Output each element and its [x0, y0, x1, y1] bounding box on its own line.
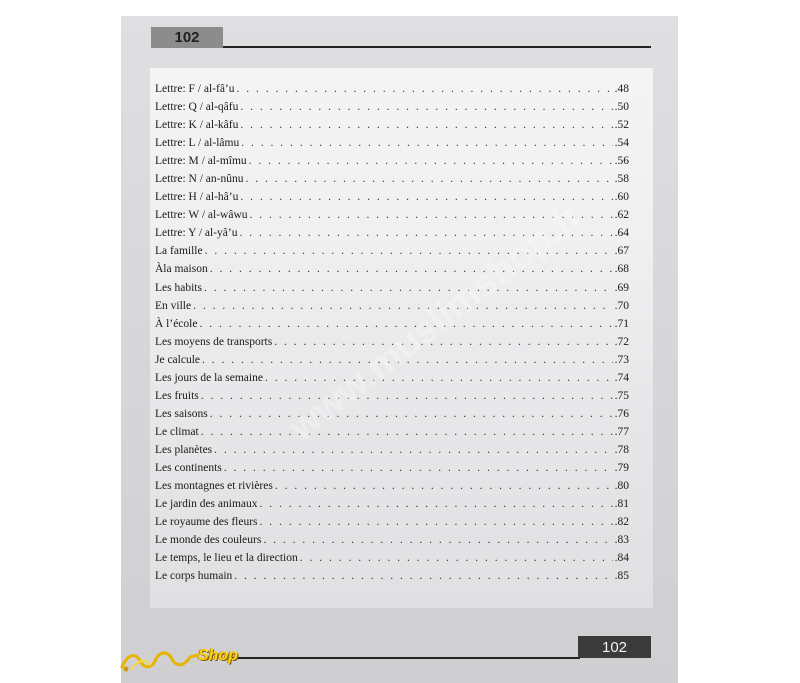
toc-entry-page: .69 [614, 281, 629, 294]
toc-entry-title: En ville [155, 299, 192, 312]
toc-entry-leader [250, 206, 613, 224]
toc-entry-page: .73 [614, 353, 629, 366]
toc-entry-leader [249, 152, 613, 170]
toc-entry [155, 333, 629, 351]
toc-entry-leader [202, 351, 613, 369]
bottom-page-number: 102 [578, 636, 651, 658]
toc-entry [155, 531, 629, 549]
toc-entry [155, 513, 629, 531]
toc-entry-title: Lettre: M / al-mîmu [155, 155, 247, 168]
toc-entry-leader [193, 297, 613, 315]
toc-entry-page: .80 [614, 480, 629, 493]
toc-entry [155, 567, 629, 585]
toc-entry-page: .64 [614, 227, 629, 240]
toc-entry-title: Le temps, le lieu et la direction [155, 552, 298, 565]
toc-entry-page: .78 [614, 443, 629, 456]
toc-entry-page: .58 [614, 173, 629, 186]
toc-entry [155, 170, 629, 188]
swirl-icon [118, 645, 202, 677]
toc-entry-leader [300, 549, 613, 567]
logo-text: Shop [198, 647, 238, 664]
toc-entry [155, 351, 629, 369]
toc-entry-title: Les fruits [155, 389, 199, 402]
toc-entry-leader [201, 423, 613, 441]
shop-logo [118, 645, 238, 677]
watermark-text: www.muslimshop.fr [281, 194, 591, 450]
toc-entry [155, 80, 629, 98]
toc-entry-title: Lettre: F / al-fâ’u [155, 83, 235, 95]
toc-entry-leader [260, 513, 613, 531]
toc-entry-title: Je calcule [155, 353, 201, 366]
toc-entry-leader [240, 116, 612, 134]
toc-entry [155, 116, 629, 134]
toc-entry-leader [239, 224, 612, 242]
toc-entry-page: .56 [614, 155, 629, 168]
toc-entry-title: À l’école [155, 317, 198, 330]
toc-entry-title: Lettre: N / an-nûnu [155, 173, 244, 186]
toc-entry-title: Le jardin des animaux [155, 498, 258, 511]
toc-entry [155, 224, 629, 242]
toc-entry [155, 549, 629, 567]
toc-entry-page: .70 [614, 299, 629, 312]
toc-entry-page: .52 [614, 119, 629, 132]
toc-entry-page: .83 [614, 534, 629, 547]
toc-entry-leader [260, 495, 613, 513]
toc-entry-title: Les saisons [155, 407, 208, 420]
toc-entry-page: .48 [614, 83, 629, 95]
toc-entry-page: .71 [614, 317, 629, 330]
toc-entry-title: Les habits [155, 281, 202, 294]
toc-entry-page: .60 [614, 191, 629, 204]
toc-entry-leader [263, 531, 612, 549]
toc-entry-leader [274, 333, 612, 351]
toc-entry-leader [265, 369, 613, 387]
toc-entry-leader [240, 188, 612, 206]
toc-entry-leader [224, 459, 613, 477]
toc-entry [155, 134, 629, 152]
toc-entry-leader [201, 387, 613, 405]
toc-entry-title: Le monde des couleurs [155, 534, 262, 547]
toc-entry-leader [204, 279, 613, 297]
toc-entry-leader [199, 315, 612, 333]
toc-entry-title: Lettre: L / al-lâmu [155, 137, 240, 150]
toc-entry [155, 98, 629, 116]
toc-entry [155, 441, 629, 459]
toc-entry-page: .74 [614, 371, 629, 384]
table-of-contents [155, 80, 629, 585]
toc-entry-page: .68 [614, 263, 629, 276]
top-rule-divider [223, 46, 651, 48]
toc-entry-page: .84 [614, 552, 629, 565]
toc-entry-leader [210, 260, 613, 278]
toc-entry [155, 206, 629, 224]
toc-entry-title: Lettre: Q / al-qâfu [155, 101, 239, 114]
toc-entry-title: Les montagnes et rivières [155, 480, 273, 493]
toc-entry-leader [275, 477, 613, 495]
toc-entry-leader [237, 80, 613, 98]
bottom-rule-divider [230, 657, 580, 659]
toc-entry [155, 387, 629, 405]
toc-entry-leader [241, 134, 612, 152]
toc-entry-page: .50 [614, 101, 629, 114]
toc-entry-leader [234, 567, 612, 585]
toc-entry-title: Lettre: Y / al-yâ’u [155, 227, 238, 240]
toc-entry-title: Lettre: W / al-wâwu [155, 209, 248, 222]
top-page-number: 102 [151, 27, 223, 48]
toc-entry-title: Les jours de la semaine [155, 371, 263, 384]
toc-entry [155, 260, 629, 278]
toc-entry-page: .67 [614, 245, 629, 258]
toc-entry [155, 423, 629, 441]
toc-entry-title: Àla maison [155, 263, 208, 276]
toc-entry-page: .77 [614, 425, 629, 438]
toc-entry-page: .79 [614, 461, 629, 474]
toc-entry-title: Les planètes [155, 443, 213, 456]
toc-entry-title: Lettre: H / al-hâ’u [155, 191, 239, 204]
toc-entry [155, 405, 629, 423]
toc-entry-title: La famille [155, 245, 203, 258]
toc-entry [155, 459, 629, 477]
toc-entry [155, 495, 629, 513]
toc-entry-page: .76 [614, 407, 629, 420]
toc-entry-leader [245, 170, 612, 188]
toc-entry-title: Le royaume des fleurs [155, 516, 258, 529]
toc-entry [155, 369, 629, 387]
toc-entry-leader [214, 441, 612, 459]
toc-entry-title: Les continents [155, 461, 222, 474]
toc-entry-title: Les moyens de transports [155, 335, 273, 348]
toc-entry [155, 315, 629, 333]
toc-entry [155, 297, 629, 315]
toc-entry-title: Le corps humain [155, 570, 233, 583]
toc-entry-leader [240, 98, 612, 116]
toc-entry-page: .72 [614, 335, 629, 348]
toc-entry [155, 279, 629, 297]
toc-entry-page: .85 [614, 570, 629, 583]
toc-entry-leader [210, 405, 613, 423]
toc-entry-page: .82 [614, 516, 629, 529]
toc-entry-page: .62 [614, 209, 629, 222]
toc-entry [155, 477, 629, 495]
toc-entry-page: .81 [614, 498, 629, 511]
toc-entry-page: .75 [614, 389, 629, 402]
toc-entry-title: Lettre: K / al-kâfu [155, 119, 239, 132]
toc-entry-title: Le climat [155, 425, 199, 438]
toc-entry [155, 242, 629, 260]
toc-entry-leader [205, 242, 613, 260]
toc-entry [155, 152, 629, 170]
toc-entry [155, 188, 629, 206]
toc-entry-page: .54 [614, 137, 629, 150]
